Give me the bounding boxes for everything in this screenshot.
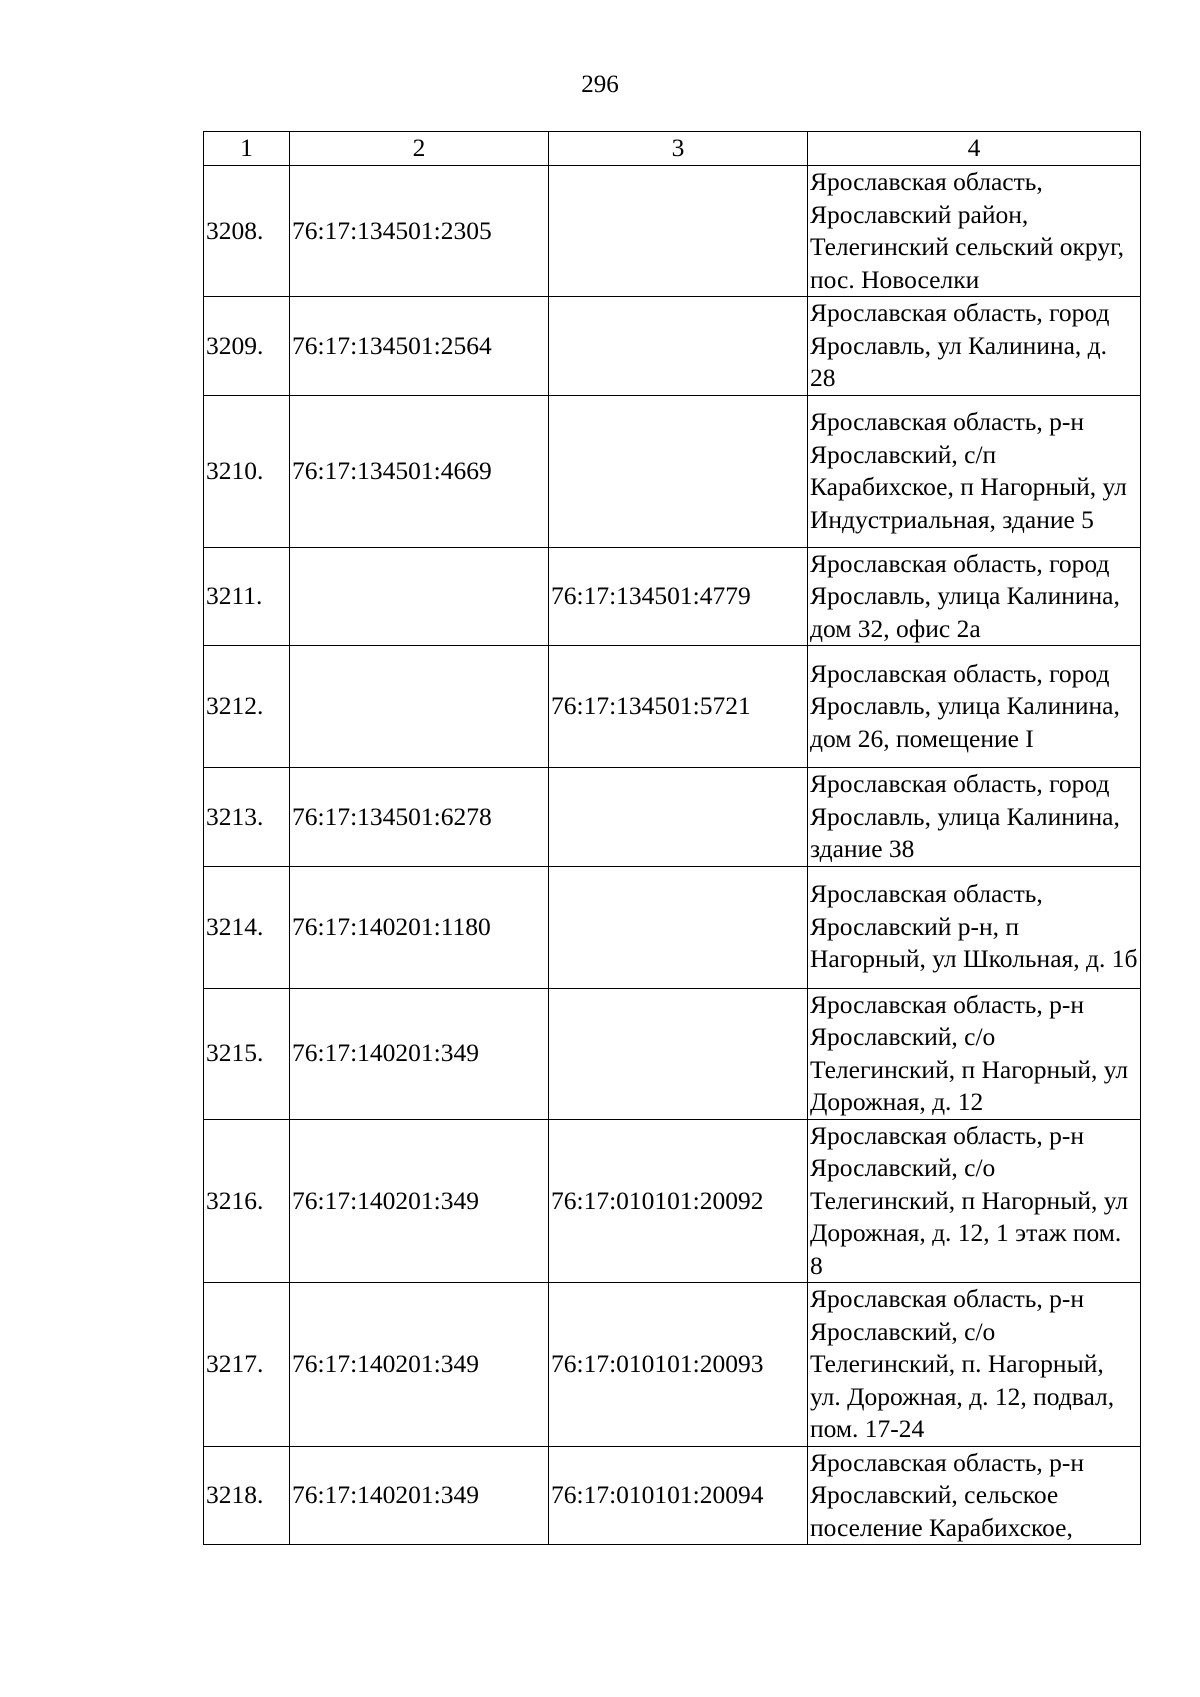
- address: Ярославская область, р-н Ярославский, с/п Карабихское, п Нагорный, ул Индустриальная, здание 5: [808, 395, 1141, 547]
- cadastral-number-object: 76:17:010101:20093: [549, 1283, 808, 1447]
- address: Ярославская область, город Ярославль, улица Калинина, дом 32, офис 2а: [808, 547, 1141, 646]
- page-number: 296: [581, 71, 619, 98]
- cadastral-number-parcel: 76:17:134501:4669: [290, 395, 549, 547]
- cadastral-number-object: [549, 297, 808, 396]
- table-row: [204, 1119, 1141, 1283]
- cadastral-number-object: [549, 768, 808, 867]
- column-header-2: 2: [290, 132, 549, 166]
- column-header-3: 3: [549, 132, 808, 166]
- address: Ярославская область, город Ярославль, улица Калинина, здание 38: [808, 768, 1141, 867]
- row-number: 3216.: [204, 1119, 290, 1283]
- table-row: [204, 395, 1141, 547]
- cadastral-number-parcel: [290, 646, 549, 768]
- cadastral-number-parcel: [290, 547, 549, 646]
- address: Ярославская область, Ярославский район, Телегинский сельский округ, пос. Новоселки: [808, 166, 1141, 297]
- cadastral-number-object: 76:17:134501:4779: [549, 547, 808, 646]
- cadastral-number-object: [549, 166, 808, 297]
- cadastral-number-parcel: 76:17:140201:349: [290, 1283, 549, 1447]
- table-body: [204, 166, 1141, 1545]
- table-row: [204, 768, 1141, 867]
- column-header-4: 4: [808, 132, 1141, 166]
- row-number: 3217.: [204, 1283, 290, 1447]
- cadastral-number-object: 76:17:010101:20094: [549, 1446, 808, 1545]
- cadastral-number-object: [549, 866, 808, 988]
- table-row: [204, 866, 1141, 988]
- row-number: 3212.: [204, 646, 290, 768]
- table-row: [204, 166, 1141, 297]
- cadastral-number-parcel: 76:17:140201:349: [290, 1119, 549, 1283]
- registry-table: [203, 131, 1141, 1545]
- cadastral-number-object: 76:17:010101:20092: [549, 1119, 808, 1283]
- address: Ярославская область, город Ярославль, улица Калинина, дом 26, помещение I: [808, 646, 1141, 768]
- address: Ярославская область, р-н Ярославский, сельское поселение Карабихское,: [808, 1446, 1141, 1545]
- row-number: 3213.: [204, 768, 290, 867]
- cadastral-number-parcel: 76:17:134501:2564: [290, 297, 549, 396]
- row-number: 3211.: [204, 547, 290, 646]
- cadastral-number-object: [549, 988, 808, 1119]
- cadastral-number-parcel: 76:17:140201:349: [290, 1446, 549, 1545]
- row-number: 3209.: [204, 297, 290, 396]
- table-row: [204, 988, 1141, 1119]
- row-number: 3210.: [204, 395, 290, 547]
- cadastral-number-parcel: 76:17:134501:2305: [290, 166, 549, 297]
- address: Ярославская область, город Ярославль, ул Калинина, д. 28: [808, 297, 1141, 396]
- table-row: [204, 1446, 1141, 1545]
- cadastral-number-parcel: 76:17:140201:1180: [290, 866, 549, 988]
- cadastral-number-object: [549, 395, 808, 547]
- column-header-1: 1: [204, 132, 290, 166]
- address: Ярославская область, р-н Ярославский, с/о Телегинский, п Нагорный, ул Дорожная, д. 12, 1 этаж пом. 8: [808, 1119, 1141, 1283]
- cadastral-number-parcel: 76:17:140201:349: [290, 988, 549, 1119]
- cadastral-number-object: 76:17:134501:5721: [549, 646, 808, 768]
- table-row: [204, 1283, 1141, 1447]
- table-row: [204, 547, 1141, 646]
- row-number: 3208.: [204, 166, 290, 297]
- table-row: [204, 646, 1141, 768]
- row-number: 3215.: [204, 988, 290, 1119]
- address: Ярославская область, р-н Ярославский, с/о Телегинский, п. Нагорный, ул. Дорожная, д. 12, подвал, пом. 17-24: [808, 1283, 1141, 1447]
- table-row: [204, 297, 1141, 396]
- row-number: 3214.: [204, 866, 290, 988]
- address: Ярославская область, р-н Ярославский, с/о Телегинский, п Нагорный, ул Дорожная, д. 12: [808, 988, 1141, 1119]
- table-header: [204, 132, 1141, 166]
- cadastral-number-parcel: 76:17:134501:6278: [290, 768, 549, 867]
- address: Ярославская область, Ярославский р-н, п Нагорный, ул Школьная, д. 1б: [808, 866, 1141, 988]
- row-number: 3218.: [204, 1446, 290, 1545]
- header-row: [204, 132, 1141, 166]
